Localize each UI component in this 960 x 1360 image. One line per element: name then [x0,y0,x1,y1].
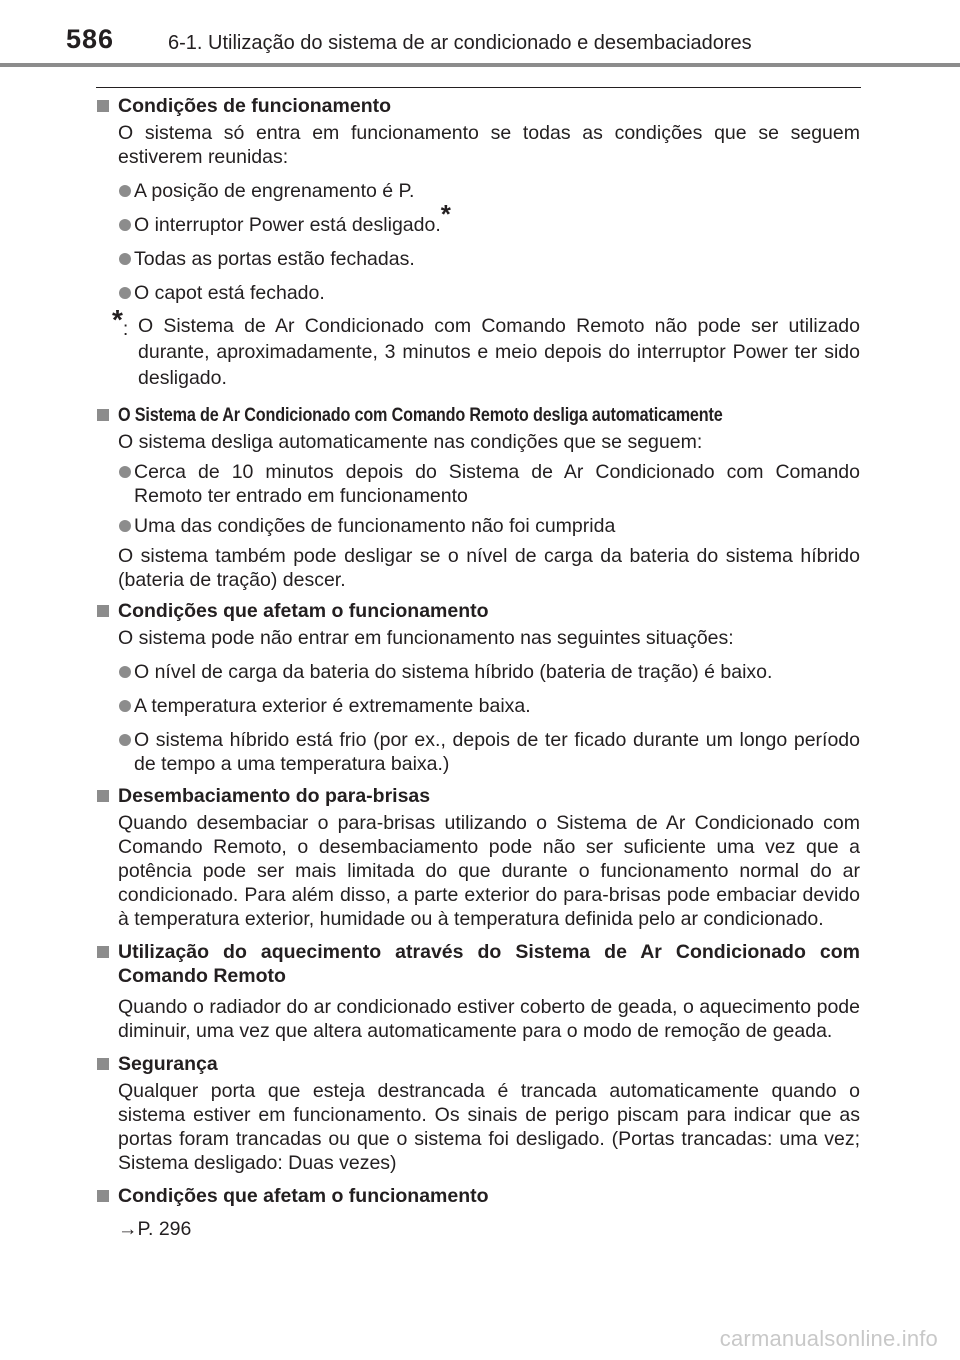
paragraph: Quando o radiador do ar condicionado estiver coberto de geada, o aquecimento pode diminuir, uma vez que altera automaticamente para o modo de remoção de geada. [118,996,860,1042]
list-item [96,660,860,684]
list-item-text: A posição de engrenamento é P. [134,180,415,202]
section-heading-heating [96,940,860,988]
section-heading-text: Utilização do aquecimento através do Sistema de Ar Condicionado com Comando Remoto [118,941,860,987]
square-bullet-icon [97,1190,109,1202]
round-bullet-icon [119,253,131,265]
paragraph: O sistema só entra em funcionamento se todas as condições que se seguem estiverem reunidas: [118,122,860,168]
list-item [96,247,860,271]
section-heading-text: Condições de funcionamento [118,95,392,117]
section-heading-operating-conditions [96,94,860,118]
square-bullet-icon [97,790,109,802]
section-heading-text: Condições que afetam o funcionamento [118,600,489,622]
round-bullet-icon [119,219,131,231]
section-heading-text: Desembaciamento do para-brisas [118,785,431,807]
round-bullet-icon [119,734,131,746]
list-item-text: Todas as portas estão fechadas. [134,248,415,270]
round-bullet-icon [119,666,131,678]
list-item [96,199,860,237]
section-heading-text: Segurança [118,1053,218,1075]
list-item [96,460,860,508]
page-number: 586 [66,24,115,54]
list-item [96,179,860,203]
section-heading-affecting-conditions [96,599,860,623]
round-bullet-icon [119,185,131,197]
header-divider [0,63,960,67]
footnote-colon: : [122,318,129,340]
paragraph: Quando desembaciar o para-brisas utilizando o Sistema de Ar Condicionado com Comando Remoto, o desembaciamento pode não ser suficiente uma vez que a potência pode ser mais limitada do que durante o funcionamento normal do ar condicionado. Para além disso, a parte exterior do para-brisas pode embaciar devido à temperatura exterior, humidade ou à temperatura definida pelo ar condicionado. [118,812,860,930]
square-bullet-icon [97,409,109,421]
footnote-text: O Sistema de Ar Condicionado com Comando Remoto não pode ser utilizado durante, aproximadamente, 3 minutos e meio depois do interruptor Power ter sido desligado. [138,315,860,389]
square-bullet-icon [97,605,109,617]
list-item-text: Cerca de 10 minutos depois do Sistema de Ar Condicionado com Comando Remoto ter entrado em funcionamento [134,461,860,507]
round-bullet-icon [119,466,131,478]
paragraph: O sistema também pode desligar se o nível de carga da bateria do sistema híbrido (bateria de tração) descer. [118,545,860,591]
section-heading-auto-off [96,403,860,427]
footnote-marker [112,304,129,342]
chapter-title: 6-1. Utilização do sistema de ar condicionado e desembaciadores [168,32,752,54]
square-bullet-icon [97,100,109,112]
paragraph: O sistema pode não entrar em funcionamento nas seguintes situações: [118,627,734,649]
list-item [96,694,860,718]
bullet-list [96,660,860,776]
section-heading-text: O Sistema de Ar Condicionado com Comando Remoto desliga automaticamente [118,404,723,426]
square-bullet-icon [97,946,109,958]
paragraph: Qualquer porta que esteja destrancada é trancada automaticamente quando o sistema estiver em funcionamento. Os sinais de perigo piscam para indicar que as portas foram trancadas ou que o sistema foi desligado. (Portas trancadas: uma vez; Sistema desligado: Duas vezes) [118,1080,860,1174]
section-heading-defogging [96,784,860,808]
list-item-text: O interruptor Power está desligado. [134,214,441,236]
square-bullet-icon [97,1058,109,1070]
list-item [96,514,860,538]
list-item-text: O capot está fechado. [134,282,325,304]
list-item-text: O sistema híbrido está frio (por ex., depois de ter ficado durante um longo período de tempo a uma temperatura baixa.) [134,729,860,775]
section-heading-affecting-conditions-ref [96,1184,860,1208]
bullet-list [96,179,860,305]
list-item-text: O nível de carga da bateria do sistema híbrido (bateria de tração) é baixo. [134,661,773,683]
footnote [96,304,860,391]
round-bullet-icon [119,520,131,532]
section-heading-text: Condições que afetam o funcionamento [118,1185,489,1207]
list-item-text: A temperatura exterior é extremamente baixa. [134,695,531,717]
bullet-list [96,460,860,538]
content-divider [96,87,861,88]
list-item [96,728,860,776]
page-reference-link[interactable]: →P. 296 [118,1218,192,1240]
footnote-reference: * [440,199,451,229]
watermark: carmanualsonline.info [719,1326,938,1351]
section-heading-safety [96,1052,860,1076]
round-bullet-icon [119,700,131,712]
footnote-star: * [112,304,123,335]
round-bullet-icon [119,287,131,299]
paragraph: O sistema desliga automaticamente nas condições que se seguem: [118,431,703,453]
manual-content [96,94,860,1241]
list-item [96,281,860,305]
list-item-text: Uma das condições de funcionamento não foi cumprida [134,515,616,537]
